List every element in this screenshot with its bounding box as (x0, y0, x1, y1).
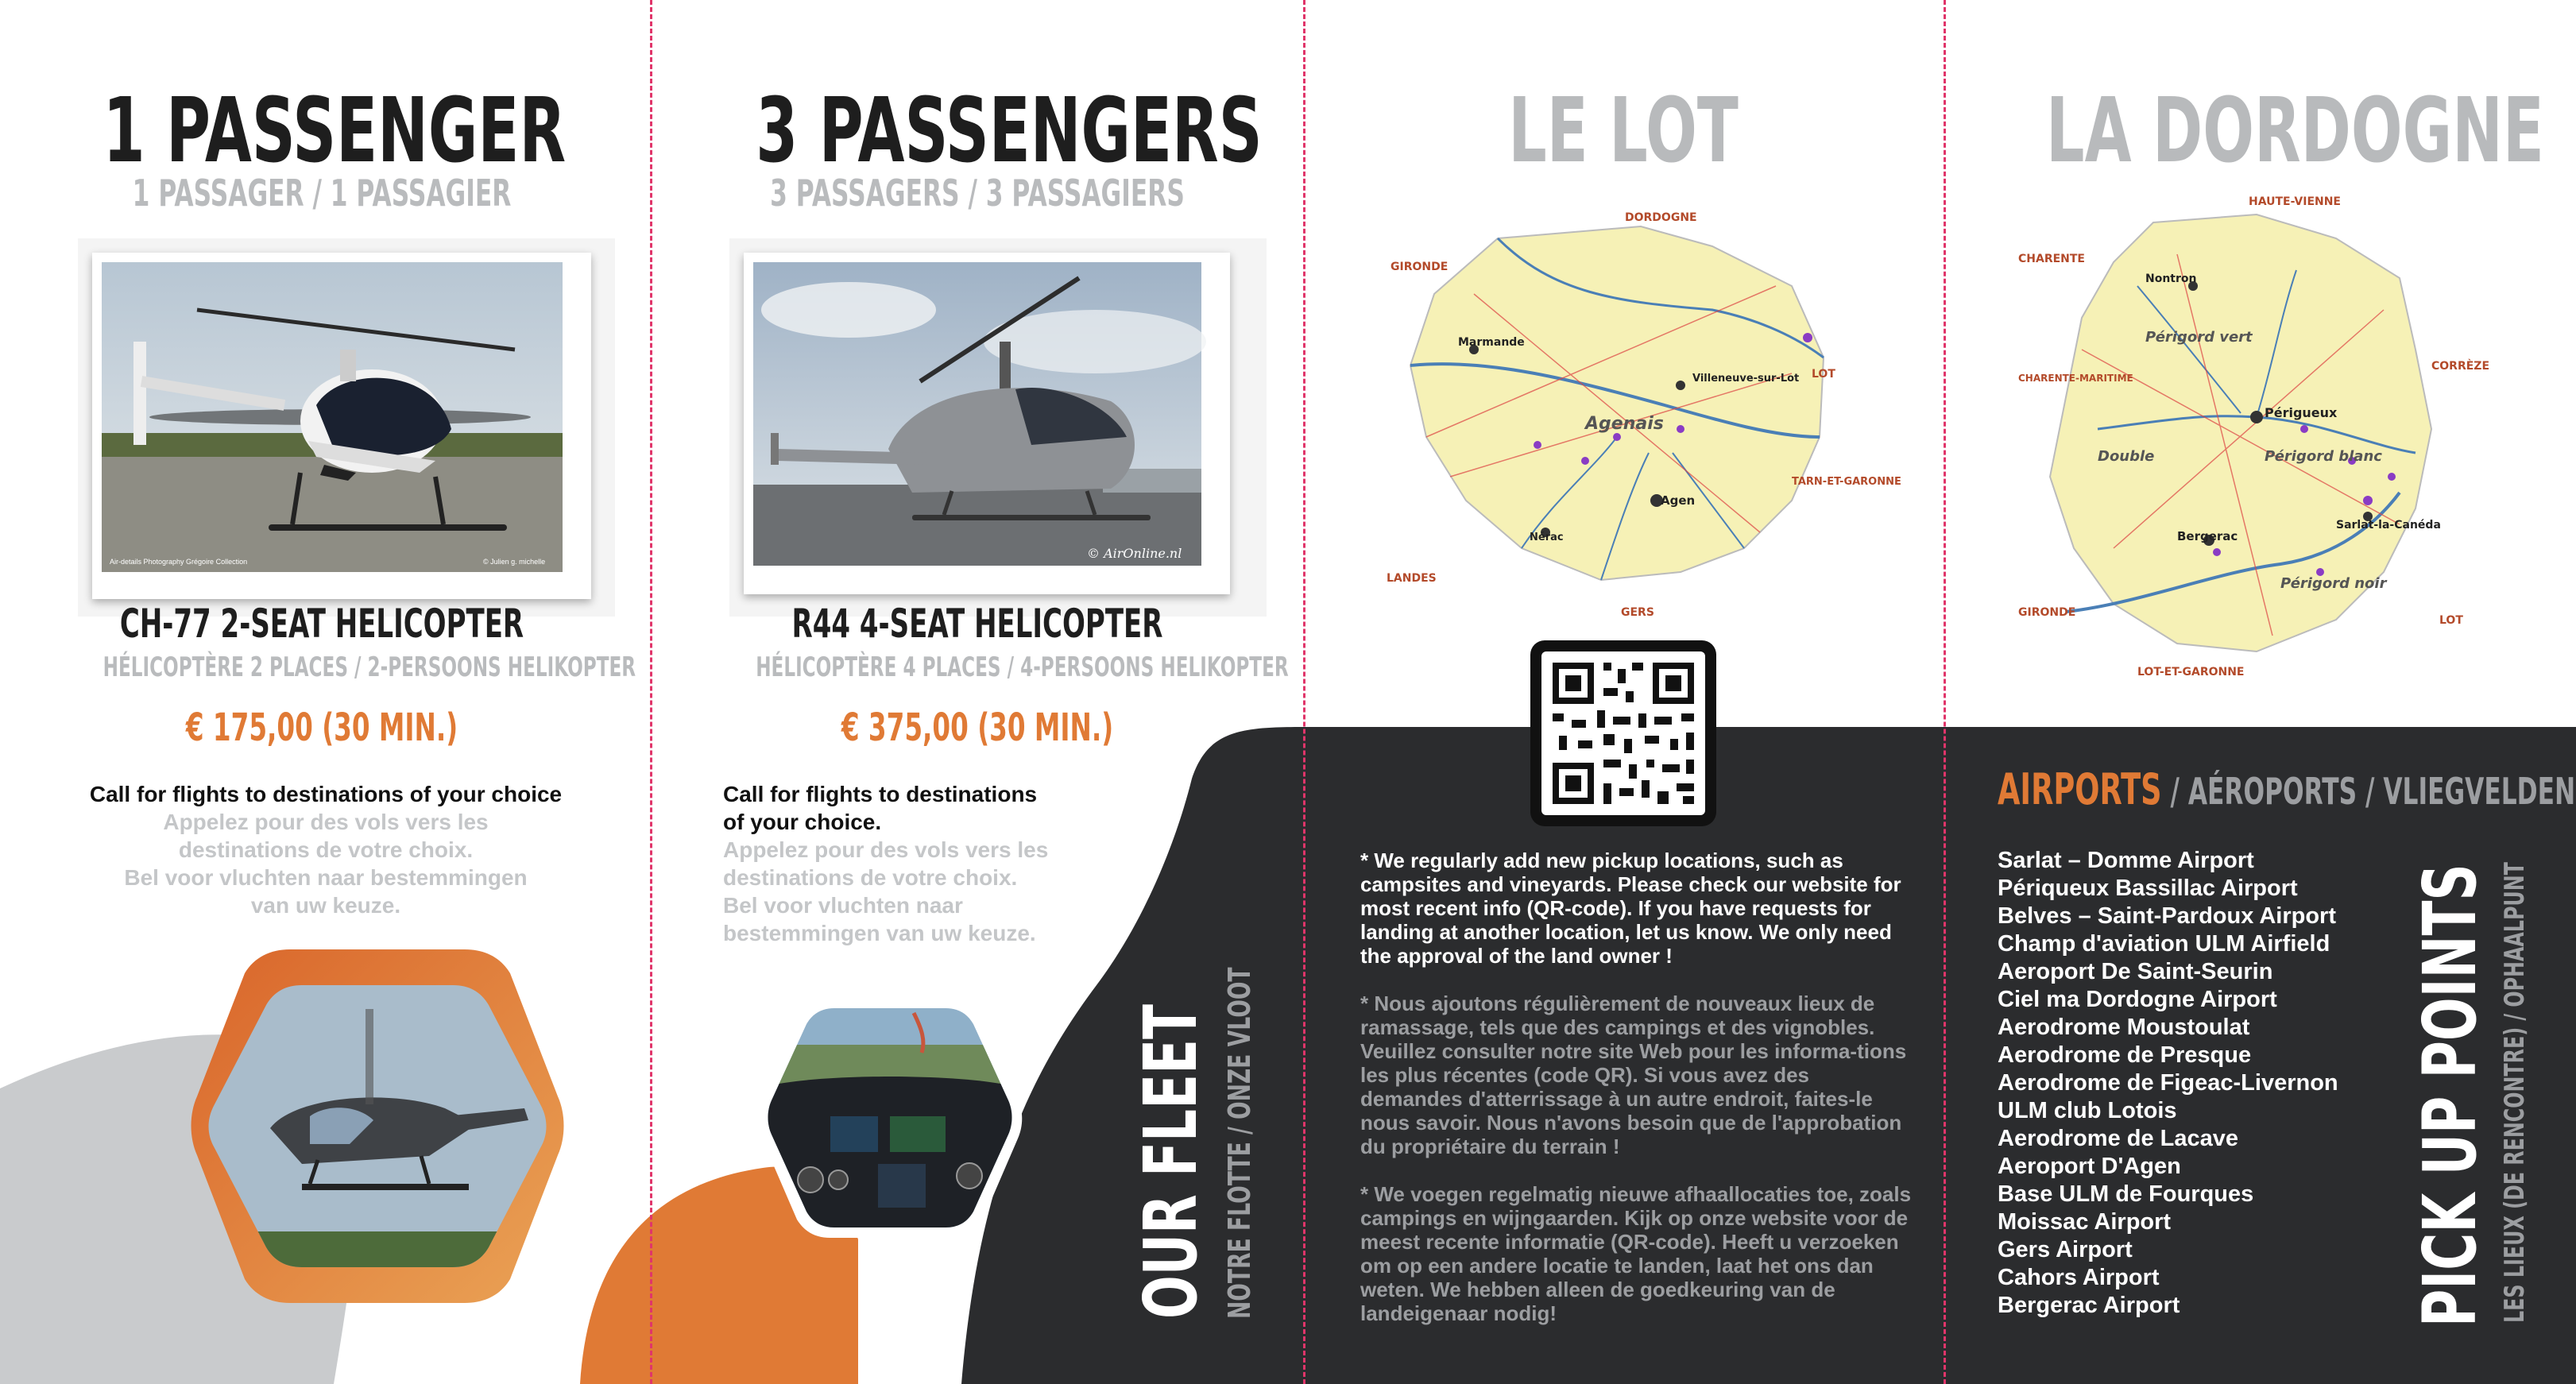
description-nl: Bel voor vluchten naar bestemmingen van uw keuze. (723, 893, 1036, 945)
airport-item: Sarlat – Domme Airport (1998, 848, 2254, 873)
cabri-helicopter-photo (102, 262, 563, 572)
fold-line-2 (1303, 0, 1305, 1384)
map-label-dordogne: DORDOGNE (1625, 211, 1697, 224)
aircraft-subtitle: HÉLICOPTÈRE 2 PLACES / 2-PERSOONS HELIKOPTER (102, 651, 636, 683)
airport-item: Belves – Saint-Pardoux Airport (1998, 903, 2336, 929)
fleet-title: OUR FLEET (1128, 1004, 1213, 1319)
airport-item: Aerodrome de Figeac-Livernon (1998, 1070, 2338, 1096)
description-fr: Appelez pour des vols vers les destinations de votre choix. (163, 810, 489, 862)
map-label-gironde: GIRONDE (2018, 606, 2076, 619)
helicopter-photo-frame (729, 238, 1267, 617)
map-label-sarlat: Sarlat-la-Canéda (2336, 519, 2441, 532)
map-label-lot-et-garonne: LOT-ET-GARONNE (2137, 666, 2245, 678)
aircraft-subtitle: HÉLICOPTÈRE 4 PLACES / 4-PERSOONS HELIKOPTER (756, 651, 1289, 683)
pickup-subtitle: LES LIEUX (DE RENCONTRE) / OPHAALPUNT (2499, 862, 2531, 1323)
panel-title: 1 PASSENGER (102, 79, 567, 183)
map-label-charente: CHARENTE (2018, 253, 2085, 265)
airports-subtitle: / AÉROPORTS / VLIEGVELDEN (2161, 770, 2576, 813)
airport-item: Aerodrome Moustoulat (1998, 1015, 2250, 1040)
qr-code[interactable] (1530, 640, 1716, 826)
hexagon-photo-r44-flight (191, 945, 564, 1307)
fleet-subtitle: NOTRE FLOTTE / ONZE VLOOT (1222, 967, 1257, 1319)
map-label-tarn: TARN-ET-GARONNE (1792, 476, 1901, 488)
map-label-marmande: Marmande (1458, 336, 1525, 349)
airport-item: Gers Airport (1998, 1237, 2133, 1262)
airport-item: Aerodrome de Lacave (1998, 1126, 2239, 1151)
map-label-double: Double (2098, 448, 2155, 465)
airport-item: ULM club Lotois (1998, 1098, 2177, 1123)
description (723, 780, 1057, 947)
r44-helicopter-photo (753, 262, 1201, 566)
price: € 175,00 (30 MIN.) (185, 706, 458, 750)
map-label-perigueux: Périgueux (2265, 405, 2338, 420)
map-label-haute-vienne: HAUTE-VIENNE (2249, 195, 2341, 208)
panel-subtitle: 3 PASSAGERS / 3 PASSAGIERS (770, 172, 1185, 215)
map-label-nerac: Nérac (1530, 532, 1564, 543)
airport-item: Base ULM de Fourques (1998, 1181, 2254, 1207)
note-nl: * We voegen regelmatig nieuwe afhaallocaties toe, zoals campings en wijngaarden. Kijk op onze website voor de meest recente informatie (QR-code). Heeft u verzoeken om op een andere locatie te landen, laat het ons dan weten. We hebben alleen de goedkeuring van de landeigenaar nodig! (1360, 1182, 1912, 1325)
description-en: Call for flights to destinations of your choice. (723, 782, 1038, 834)
map-label-landes: LANDES (1387, 572, 1437, 585)
map-label-perigord-blanc: Périgord blanc (2265, 448, 2382, 465)
description-fr: Appelez pour des vols vers les destinations de votre choix. (723, 837, 1049, 890)
dordogne-map (2018, 191, 2511, 699)
photo-credit-right: © Julien g. michelle (483, 558, 546, 566)
airport-item: Aerodrome de Presque (1998, 1042, 2252, 1068)
fold-line-3 (1944, 0, 1946, 1384)
airport-item: Aeroport De Saint-Seurin (1998, 959, 2273, 984)
fold-line-1 (650, 0, 652, 1384)
photo-credit: © AirOnline.nl (1087, 546, 1182, 561)
aircraft-name: R44 4-SEAT HELICOPTER (791, 601, 1163, 647)
helicopter-photo-frame (78, 238, 615, 617)
airport-item: Aeroport D'Agen (1998, 1154, 2181, 1179)
airport-item: Bergerac Airport (1998, 1293, 2180, 1318)
note-en: * We regularly add new pickup locations, such as campsites and vineyards. Please check our website for most recent info (QR-code). If you have requests for landing at another location, let us know. We only need the approval of the land owner ! (1360, 849, 1901, 968)
pickup-title: PICK UP POINTS (2408, 864, 2493, 1327)
map-label-agenais: Agenais (1585, 414, 1664, 434)
description (72, 780, 580, 919)
price: € 375,00 (30 MIN.) (841, 706, 1114, 750)
description-nl: Bel voor vluchten naar bestemmingen van uw keuze. (124, 865, 528, 918)
map-label-charente-maritime: CHARENTE-MARITIME (2018, 373, 2133, 384)
photo-credit-left: Air-details Photography Grégoire Collection (110, 558, 248, 566)
airport-item: Cahors Airport (1998, 1265, 2160, 1290)
map-label-lot: LOT (2439, 614, 2463, 627)
airports-title: AIRPORTS (1998, 764, 2162, 814)
map-label-bergerac: Bergerac (2177, 529, 2238, 543)
note-fr: * Nous ajoutons régulièrement de nouveaux lieux de ramassage, tels que des campings et des vignobles. Veuillez consulter notre site Web pour les informa-tions les plus récentes (code QR). Si vous avez des demandes d'atterrissage à un autre endroit, faites-le nous savoir. Nous n'avons besoin que de l'approbation du propriétaire du terrain ! (1360, 992, 1907, 1158)
map-label-lot: LOT (1812, 368, 1835, 381)
map-label-gironde: GIRONDE (1390, 261, 1449, 273)
panel-title: LE LOT (1508, 79, 1739, 183)
airports-heading (1998, 764, 2575, 814)
airport-item: Moissac Airport (1998, 1209, 2172, 1235)
description-en: Call for flights to destinations of your choice (89, 782, 563, 806)
airport-item: Ciel ma Dordogne Airport (1998, 987, 2277, 1012)
panel-title: 3 PASSENGERS (756, 79, 1263, 183)
map-label-perigord-vert: Périgord vert (2145, 329, 2253, 346)
lot-et-garonne-map (1379, 199, 1901, 628)
map-label-agen: Agen (1661, 493, 1696, 508)
map-label-nontron: Nontron (2145, 273, 2197, 285)
map-label-perigord-noir: Périgord noir (2280, 575, 2387, 592)
map-label-villeneuve: Villeneuve-sur-Lot (1692, 373, 1800, 385)
hexagon-photo-cockpit (759, 997, 1021, 1239)
panel-subtitle: 1 PASSAGER / 1 PASSAGIER (132, 172, 512, 215)
airport-list (1998, 847, 2338, 1320)
map-label-correze: CORRÈZE (2431, 360, 2490, 373)
airport-item: Périqueux Bassillac Airport (1998, 876, 2298, 901)
airport-item: Champ d'aviation ULM Airfield (1998, 931, 2330, 957)
pickup-notes (1360, 849, 1917, 1349)
map-label-gers: GERS (1621, 606, 1654, 619)
panel-title: LA DORDOGNE (2046, 79, 2544, 183)
aircraft-name: CH-77 2-SEAT HELICOPTER (119, 601, 524, 647)
